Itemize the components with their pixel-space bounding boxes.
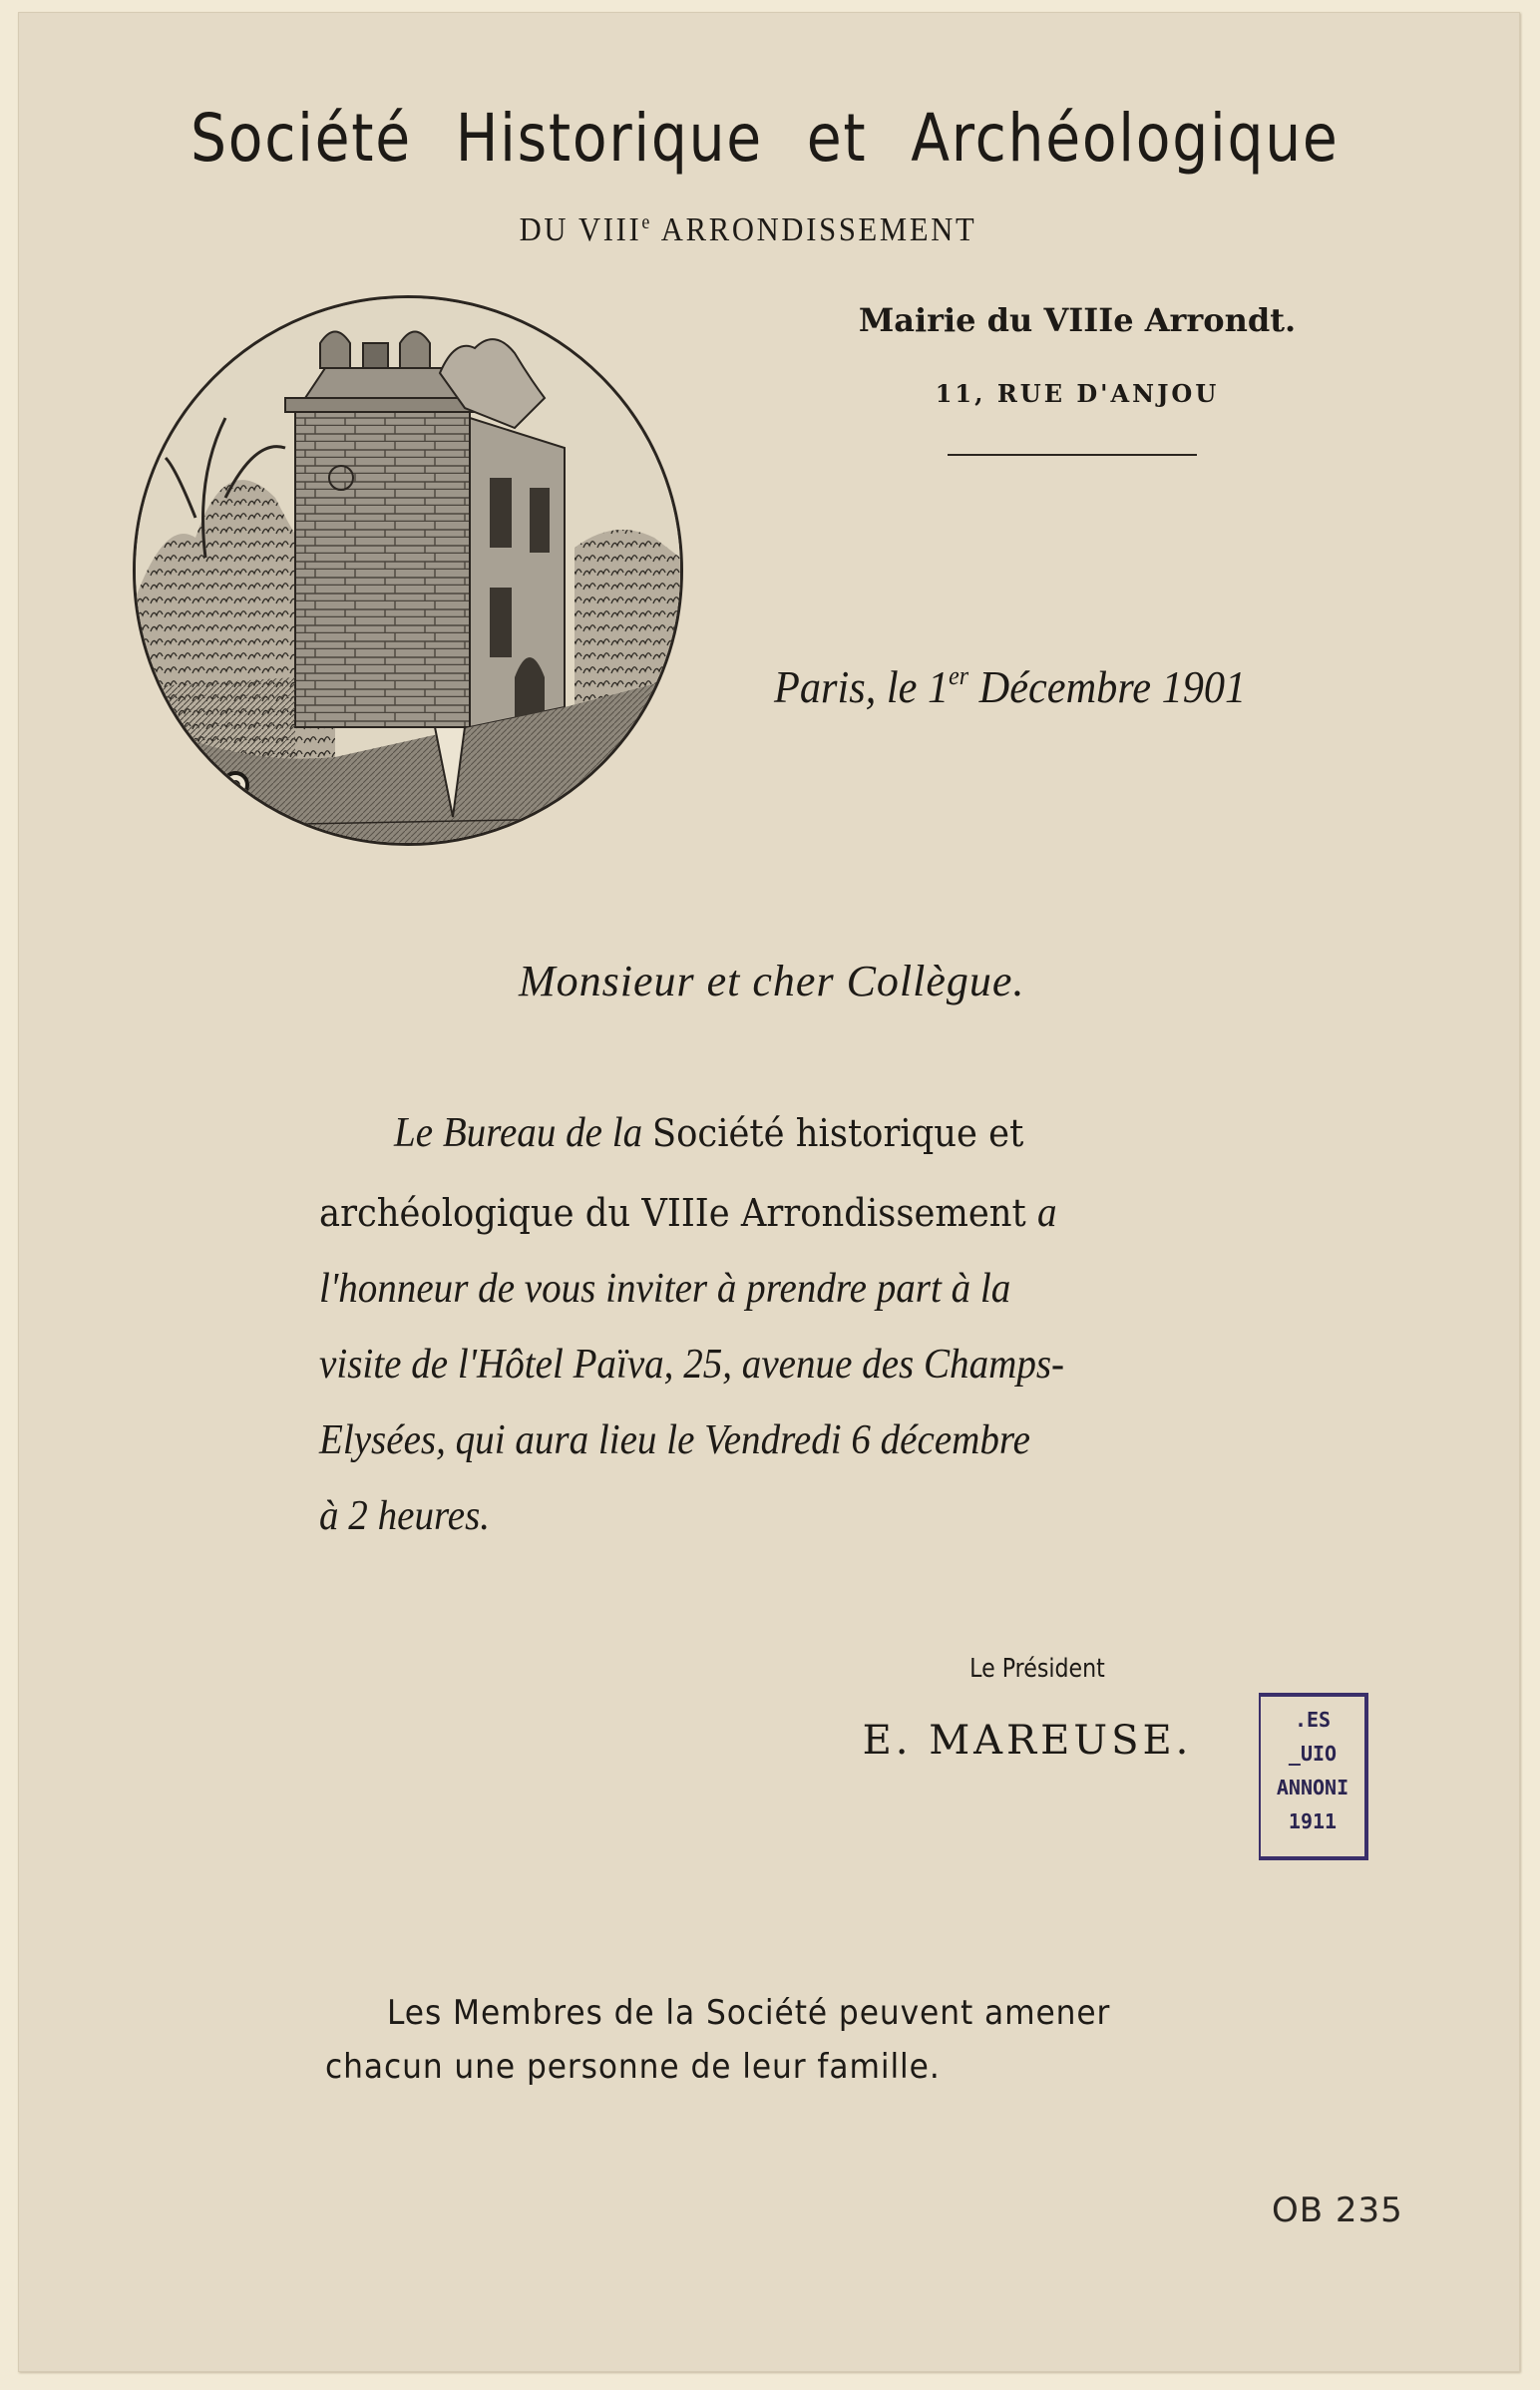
address-line: 11, RUE D'ANJOU	[935, 379, 1220, 408]
shelfmark: OB 235	[1272, 2191, 1403, 2230]
body-line-6: à 2 heures.	[319, 1493, 491, 1539]
society-subtitle	[344, 211, 1152, 249]
body-line-1	[394, 1109, 1023, 1157]
subtitle-prefix: DU VIII	[519, 211, 642, 248]
signatory-title: Le Président	[969, 1654, 1105, 1684]
body-text: Le Bureau de la	[394, 1110, 652, 1156]
footnote-line-1: Les Membres de la Société peuvent amener	[387, 1993, 1111, 2033]
body-line-2	[319, 1189, 1057, 1237]
subtitle-suffix: ARRONDISSEMENT	[652, 211, 977, 248]
body-text: archéologique du VIIIe Arrondissement	[319, 1191, 1037, 1235]
stamp-line: _UIO	[1288, 1742, 1338, 1766]
footnote-line-2: chacun une personne de leur famille.	[325, 2047, 941, 2087]
header-divider	[948, 454, 1197, 456]
salutation: Monsieur et cher Collègue.	[519, 957, 1025, 1005]
library-stamp	[1259, 1693, 1368, 1860]
date-prefix: Paris, le 1	[774, 661, 950, 712]
signatory-name: E. MAREUSE.	[862, 1718, 1193, 1764]
stamp-line: 1911	[1288, 1809, 1338, 1833]
subtitle-sup: e	[641, 211, 653, 233]
society-title: Société Historique et Archéologique	[191, 100, 1340, 177]
building-engraving-icon	[133, 295, 683, 846]
body-text: a	[1036, 1190, 1057, 1236]
body-line-3: l'honneur de vous inviter à prendre part à la	[319, 1266, 1011, 1312]
stamp-line: ANNONI	[1276, 1776, 1349, 1799]
mairie-line: Mairie du VIIIe Arrondt.	[858, 301, 1297, 339]
body-line-4: visite de l'Hôtel Païva, 25, avenue des Champs-	[319, 1342, 1065, 1388]
body-line-5: Elysées, qui aura lieu le Vendredi 6 décembre	[319, 1417, 1031, 1463]
stamp-line: .ES	[1294, 1708, 1332, 1732]
body-text: Société historique et	[651, 1111, 1024, 1155]
letter-date	[774, 660, 1325, 713]
date-sup: er	[949, 661, 969, 690]
date-suffix: Décembre 1901	[968, 661, 1247, 712]
